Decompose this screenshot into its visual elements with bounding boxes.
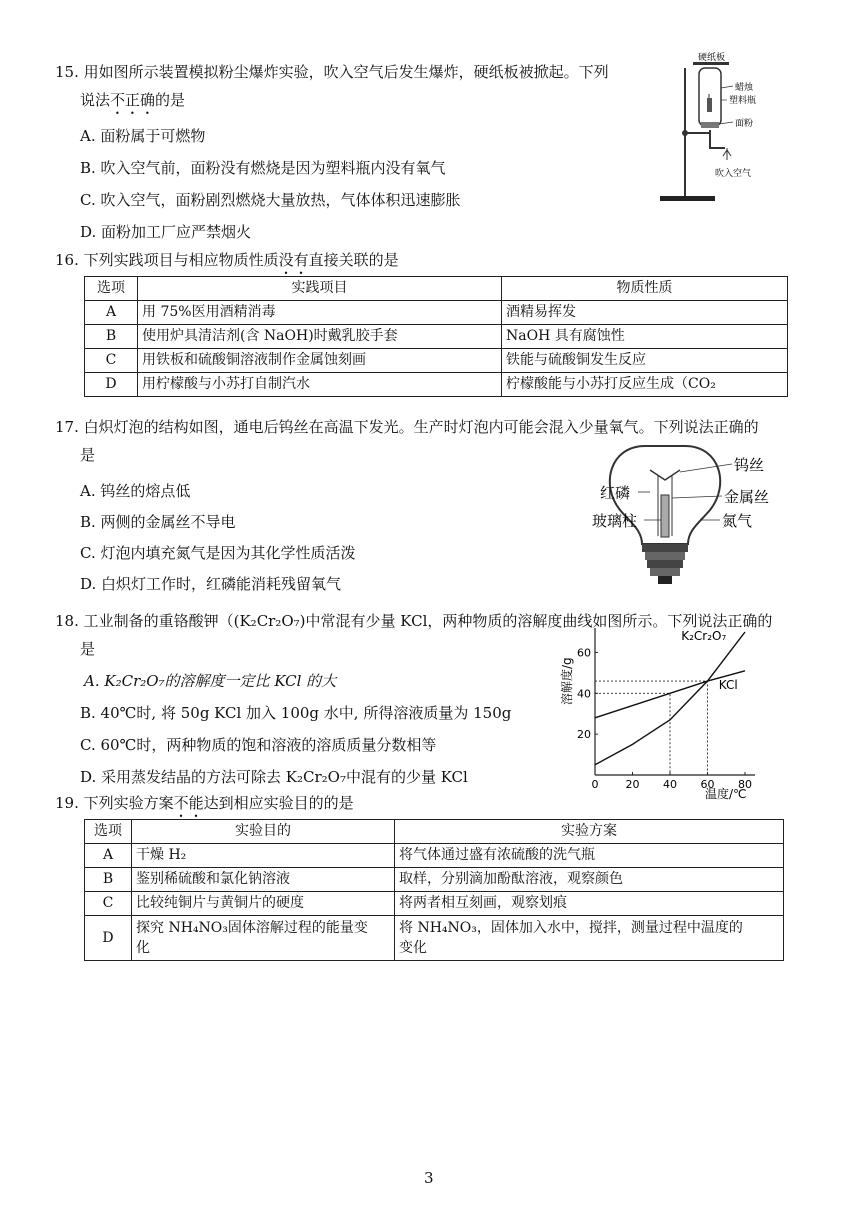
table-cell: 柠檬酸能与小苏打反应生成（CO₂	[502, 373, 788, 397]
bulb-label-nitrogen: 氮气	[722, 512, 753, 530]
q16-table	[84, 276, 788, 397]
table-cell: 取样，分别滴加酚酞溶液，观察颜色	[395, 868, 784, 892]
q18-option-c: C. 60℃时，两种物质的饱和溶液的溶质质量分数相等	[80, 736, 437, 754]
q15-option-d: D. 面粉加工厂应严禁烟火	[80, 223, 252, 241]
header-cell: 选项	[85, 277, 138, 301]
table-cell: 用 75%医用酒精消毒	[138, 301, 502, 325]
q15-option-a: A. 面粉属于可燃物	[80, 127, 206, 145]
figure-label-cardboard: 硬纸板	[698, 53, 726, 63]
chart-reference-line	[595, 681, 708, 775]
table-header-row	[85, 277, 788, 301]
q19-stem: 19. 下列实验方案不能达到相应实验目的的是	[55, 794, 354, 812]
chart-x-tick-label: 20	[625, 778, 640, 791]
table-row	[85, 844, 784, 868]
q18-option-b: B. 40℃时, 将 50g KCl 加入 100g 水中, 所得溶液质量为 150g	[80, 704, 512, 722]
header-cell: 实践项目	[138, 277, 502, 301]
header-cell: 物质性质	[502, 277, 788, 301]
table-row	[85, 892, 784, 916]
header-cell: 实验目的	[132, 820, 395, 844]
dust-explosion-apparatus-figure	[655, 48, 775, 208]
q15-stem-line1: 15. 用如图所示装置模拟粉尘爆炸实验，吹入空气后发生爆炸，硬纸板被掀起。下列	[55, 63, 609, 81]
table-cell: 用柠檬酸与小苏打自制汽水	[138, 373, 502, 397]
q17-option-c: C. 灯泡内填充氮气是因为其化学性质活泼	[80, 544, 356, 562]
q17-stem-line2: 是	[80, 446, 96, 464]
table-cell: 将两者相互刻画，观察划痕	[395, 892, 784, 916]
q17-stem-line1: 17. 白炽灯泡的结构如图，通电后钨丝在高温下发光。生产时灯泡内可能会混入少量氧气。下列说法正确的	[55, 418, 759, 436]
chart-x-tick-label: 40	[663, 778, 677, 791]
table-row	[85, 349, 788, 373]
q17-option-d: D. 白炽灯工作时，红磷能消耗残留氧气	[80, 575, 342, 593]
table-row	[85, 301, 788, 325]
bulb-label-metal-wire: 金属丝	[724, 488, 770, 506]
chart-x-tick-label: 80	[738, 778, 752, 791]
table-cell: A	[85, 301, 138, 325]
light-bulb-figure	[590, 440, 780, 590]
table-cell: C	[85, 892, 132, 916]
q17-option-b: B. 两侧的金属丝不导电	[80, 513, 236, 531]
figure-label-candle: 蜡烛	[735, 83, 754, 93]
figure-label-bottle: 塑料瓶	[729, 96, 757, 106]
chart-y-axis-label: 溶解度/g	[560, 657, 574, 705]
solubility-curve-chart	[555, 620, 785, 805]
table-cell: D	[85, 373, 138, 397]
q18-option-a: A. K₂Cr₂O₇的溶解度一定比 KCl 的大	[84, 672, 337, 690]
table-row	[85, 868, 784, 892]
header-cell: 选项	[85, 820, 132, 844]
table-cell: 将 NH₄NO₃，固体加入水中，搅拌，测量过程中温度的 变化	[395, 916, 784, 961]
table-cell: 干燥 H₂	[132, 844, 395, 868]
q17-option-a: A. 钨丝的熔点低	[80, 482, 191, 500]
table-cell: 用铁板和硫酸铜溶液制作金属蚀刻画	[138, 349, 502, 373]
q18-option-d: D. 采用蒸发结晶的方法可除去 K₂Cr₂O₇中混有的少量 KCl	[80, 768, 468, 786]
chart-y-tick-label: 60	[577, 646, 591, 660]
chart-series-label: K₂Cr₂O₇	[681, 629, 727, 644]
table-header-row	[85, 820, 784, 844]
table-cell: A	[85, 844, 132, 868]
q18-stem-line2: 是	[80, 640, 96, 658]
table-cell: 使用炉具清洁剂(含 NaOH)时戴乳胶手套	[138, 325, 502, 349]
figure-label-flour: 面粉	[735, 119, 754, 129]
table-row	[85, 916, 784, 961]
bulb-label-glass-rod: 玻璃柱	[592, 512, 638, 530]
chart-y-tick-label: 20	[577, 728, 591, 742]
table-cell: B	[85, 868, 132, 892]
q15-stem-line2: 说法不正确的是	[80, 91, 186, 109]
q18-stem-line1: 18. 工业制备的重铬酸钾（(K₂Cr₂O₇)中常混有少量 KCl，两种物质的溶解度曲线如图所示。下列说法正确的	[55, 612, 773, 630]
chart-x-tick-label: 60	[700, 778, 715, 791]
table-cell: 将气体通过盛有浓硫酸的洗气瓶	[395, 844, 784, 868]
table-row	[85, 325, 788, 349]
bulb-label-tungsten: 钨丝	[734, 456, 765, 474]
table-cell: D	[85, 916, 132, 961]
figure-label-blow-air: 吹入空气	[715, 169, 752, 179]
table-cell: 鉴别稀硫酸和氯化钠溶液	[132, 868, 395, 892]
table-row	[85, 373, 788, 397]
chart-x-tick-label: 0	[591, 778, 599, 791]
table-cell: NaOH 具有腐蚀性	[502, 325, 788, 349]
bulb-label-red-phosphorus: 红磷	[600, 484, 631, 502]
table-cell: 比较纯铜片与黄铜片的硬度	[132, 892, 395, 916]
table-cell: B	[85, 325, 138, 349]
table-cell: C	[85, 349, 138, 373]
page-number: 3	[424, 1169, 434, 1187]
table-cell: 探究 NH₄NO₃固体溶解过程的能量变 化	[132, 916, 395, 961]
q16-stem: 16. 下列实践项目与相应物质性质没有直接关联的是	[55, 251, 399, 269]
table-cell: 铁能与硫酸铜发生反应	[502, 349, 788, 373]
q15-option-b: B. 吹入空气前，面粉没有燃烧是因为塑料瓶内没有氧气	[80, 159, 446, 177]
q19-table	[84, 819, 784, 961]
chart-series-label: KCl	[718, 678, 738, 693]
header-cell: 实验方案	[395, 820, 784, 844]
table-cell: 酒精易挥发	[502, 301, 788, 325]
chart-x-axis-label: 温度/℃	[705, 787, 747, 801]
chart-y-tick-label: 40	[577, 687, 591, 701]
q15-option-c: C. 吹入空气，面粉剧烈燃烧大量放热，气体体积迅速膨胀	[80, 191, 461, 209]
